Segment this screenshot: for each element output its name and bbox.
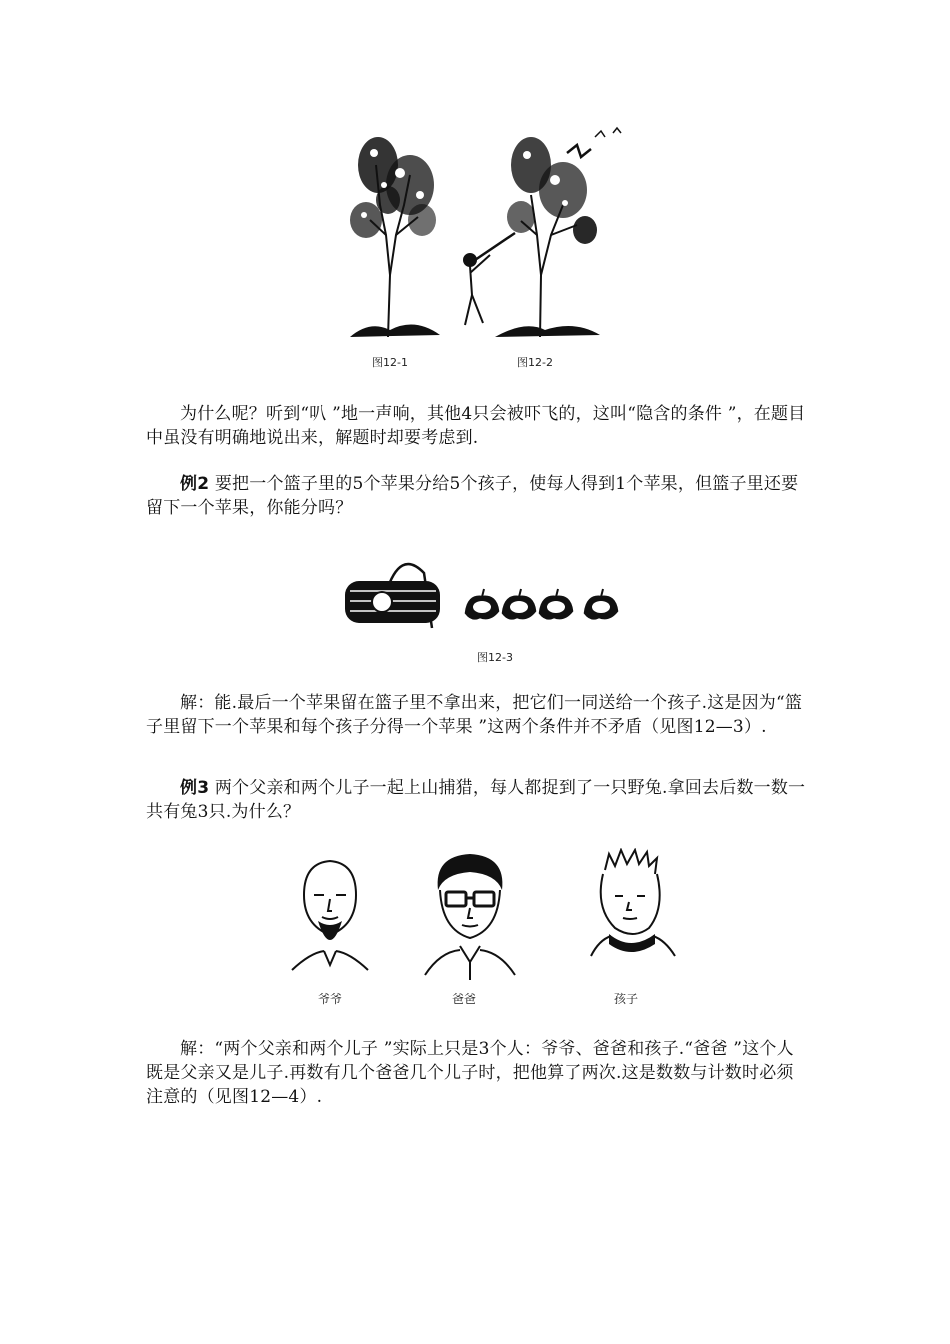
example-3-text: 两个父亲和两个儿子一起上山捕猎，每人都捉到了一只野兔.拿回去后数一数一共有兔3只.为什么？: [146, 778, 806, 822]
basket-and-apples-illustration: [340, 553, 630, 633]
caption-dad: 爸爸: [452, 992, 477, 1006]
child-portrait: [585, 848, 680, 968]
example-3-label: 例3: [180, 778, 210, 798]
example-2-label: 例2: [180, 474, 210, 494]
example-2-paragraph: [146, 472, 806, 520]
caption-child: 孩子: [614, 992, 639, 1006]
figure-caption-12-1: 图12-1: [372, 356, 408, 369]
solution-3-paragraph: 解：“两个父亲和两个儿子 ”实际上只是3个人：爷爷、爸爸和孩子.“爸爸 ”这个人既是父亲又是儿子.再数有几个爸爸几个儿子时，把他算了两次.这是数数与计数时必须注意的（见图12—4）.: [146, 1039, 794, 1107]
example-3-paragraph: [146, 776, 806, 824]
example-2-text: 要把一个篮子里的5个苹果分给5个孩子，使每人得到1个苹果，但篮子里还要留下一个苹果，你能分吗？: [146, 474, 799, 518]
figure-caption-12-2: 图12-2: [517, 356, 553, 369]
hunter-and-tree-illustration: [455, 125, 630, 340]
solution-2-paragraph: 解：能.最后一个苹果留在篮子里不拿出来，把它们一同送给一个孩子.这是因为“篮子里留下一个苹果和每个孩子分得一个苹果 ”这两个条件并不矛盾（见图12—3）.: [146, 693, 803, 737]
dad-portrait: [420, 850, 520, 985]
explanation-paragraph: 为什么呢？听到“叭 ”地一声响，其他4只会被吓飞的，这叫“隐含的条件 ”，在题目中虽没有明确地说出来，解题时却要考虑到.: [146, 404, 806, 448]
tree-with-birds-illustration: [340, 125, 450, 340]
caption-grandpa: 爷爷: [318, 992, 343, 1006]
figure-caption-12-3: 图12-3: [477, 651, 513, 664]
grandpa-portrait: [290, 855, 370, 985]
